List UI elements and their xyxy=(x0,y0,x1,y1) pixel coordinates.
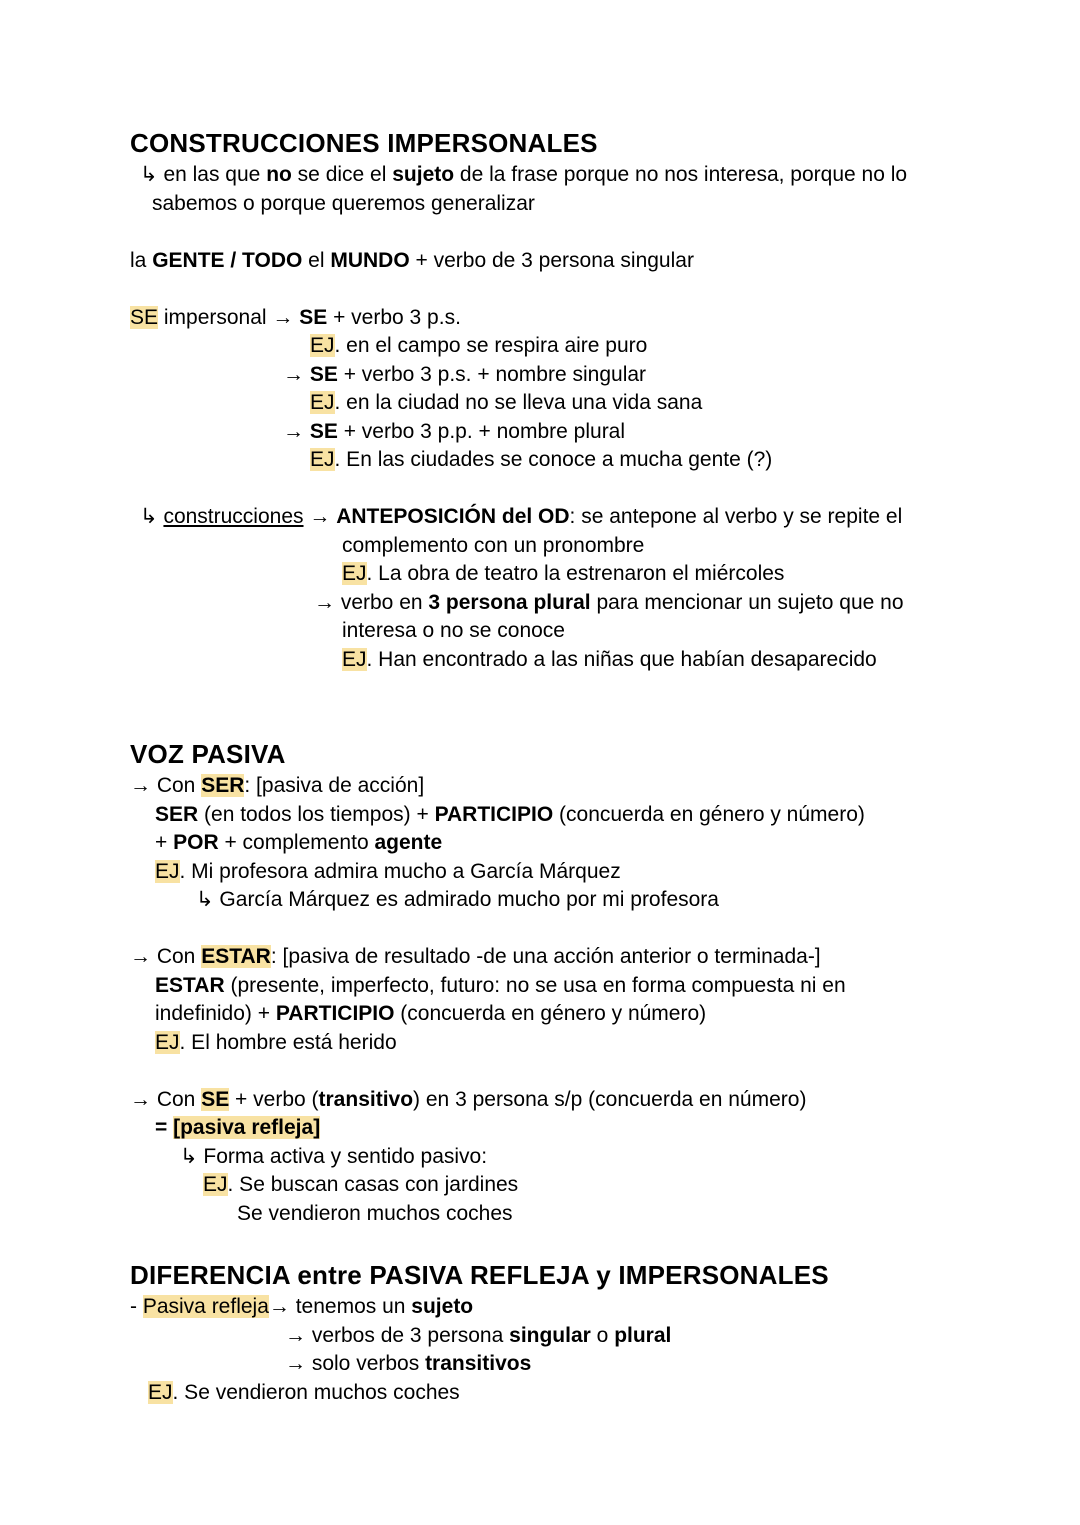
heading-construcciones-impersonales xyxy=(130,126,1020,161)
bold-run: transitivos xyxy=(425,1352,532,1375)
doc-line xyxy=(130,1114,1020,1143)
text-run: . El hombre está herido xyxy=(179,1030,397,1054)
doc-line xyxy=(130,617,1020,646)
bold-run: MUNDO xyxy=(330,248,410,272)
right-arrow-run: → solo verbos xyxy=(285,1352,426,1375)
highlight-run: EJ xyxy=(203,1173,228,1196)
text-run: . Mi profesora admira mucho a García Márquez xyxy=(179,859,621,883)
doc-line xyxy=(130,1171,1020,1200)
doc-line xyxy=(130,532,1020,561)
text-run: : se antepone al verbo y se repite el xyxy=(569,505,903,528)
bold-run: SER xyxy=(155,802,199,826)
bold-run: ANTEPOSICIÓN del OD xyxy=(336,505,570,528)
right-arrow-run: → xyxy=(303,505,337,528)
text-run: . Se buscan casas con jardines xyxy=(227,1173,519,1196)
highlight-run: [pasiva refleja] xyxy=(173,1116,321,1139)
text-run: de la frase porque no nos interesa, porque no lo xyxy=(454,163,908,186)
bold-run: no xyxy=(266,163,292,186)
heading-text: CONSTRUCCIONES IMPERSONALES xyxy=(130,128,598,158)
doc-line xyxy=(130,646,1020,675)
text-run: + verbo 3 p.p. + nombre plural xyxy=(337,419,626,443)
text-run: + verbo ( xyxy=(229,1087,319,1111)
bold-run: sujeto xyxy=(411,1295,474,1318)
doc-line xyxy=(130,858,1020,887)
text-run: : [pasiva de resultado -de una acción anterior o terminada-] xyxy=(270,945,821,968)
text-run: : [pasiva de acción] xyxy=(244,774,425,797)
elbow-arrow-run: ↳ García Márquez es admirado mucho por mi profesora xyxy=(196,888,719,911)
bold-run: ESTAR xyxy=(155,973,225,997)
right-arrow-run: → Con xyxy=(130,774,202,797)
highlight-run: EJ xyxy=(155,1030,180,1054)
highlight-run: EJ xyxy=(342,562,367,585)
doc-line xyxy=(130,772,1020,801)
text-run: ) en 3 persona s/p (concuerda en número) xyxy=(413,1087,807,1111)
text-run: interesa o no se conoce xyxy=(342,619,565,642)
heading-text: VOZ PASIVA xyxy=(130,739,286,769)
highlight-run: SE xyxy=(201,1087,230,1111)
text-run: → tenemos un xyxy=(268,1295,412,1318)
text-run: . en la ciudad no se lleva una vida sana xyxy=(334,391,703,414)
right-arrow-run: → verbos de 3 persona xyxy=(285,1323,510,1347)
doc-line xyxy=(130,1322,1020,1351)
highlight-run: SE xyxy=(130,305,159,329)
doc-line xyxy=(130,446,1020,475)
text-run: + verbo 3 p.s. xyxy=(327,305,461,329)
doc-line xyxy=(130,943,1020,972)
text-run: . Se vendieron muchos coches xyxy=(172,1380,460,1404)
text-run: + verbo 3 p.s. + nombre singular xyxy=(337,362,647,386)
text-run: (en todos los tiempos) + xyxy=(198,802,435,826)
text-run: sabemos o porque queremos generalizar xyxy=(152,191,535,215)
highlight-run: Pasiva refleja xyxy=(142,1295,269,1318)
heading-diferencia xyxy=(130,1258,1020,1293)
underline-run: construcciones xyxy=(163,505,304,528)
bold-run: SE xyxy=(309,419,338,443)
doc-line xyxy=(130,1200,1020,1229)
doc-line xyxy=(130,247,1020,276)
elbow-arrow-run: ↳ Forma activa y sentido pasivo: xyxy=(180,1144,488,1168)
doc-line xyxy=(130,1143,1020,1172)
doc-line xyxy=(130,418,1020,447)
doc-line xyxy=(130,1379,1020,1408)
doc-line xyxy=(130,161,1020,190)
doc-line xyxy=(130,801,1020,830)
text-run: complemento con un pronombre xyxy=(342,533,645,557)
doc-line xyxy=(130,560,1020,589)
text-run: en las que xyxy=(163,163,267,186)
doc-line xyxy=(130,829,1020,858)
highlight-run: ESTAR xyxy=(201,945,271,968)
right-arrow-run: → xyxy=(283,419,310,443)
doc-line xyxy=(130,503,1020,532)
bold-run: plural xyxy=(614,1323,672,1347)
doc-line xyxy=(130,1350,1020,1379)
doc-line xyxy=(130,361,1020,390)
highlight-run: EJ xyxy=(310,334,335,357)
bold-run: SE xyxy=(309,362,338,386)
text-run: (presente, imperfecto, futuro: no se usa en forma compuesta ni en xyxy=(224,973,846,997)
text-run: (concuerda en género y número) xyxy=(394,1002,707,1025)
bold-run: singular xyxy=(509,1323,591,1347)
right-arrow-run: → xyxy=(283,362,310,386)
text-run: (concuerda en género y número) xyxy=(553,802,865,826)
doc-line xyxy=(130,1086,1020,1115)
text-run: Se vendieron muchos coches xyxy=(237,1201,513,1225)
bold-run: agente xyxy=(374,831,443,854)
doc-line xyxy=(130,332,1020,361)
highlight-run: EJ xyxy=(342,647,367,671)
text-run: + xyxy=(155,831,174,854)
doc-line xyxy=(130,1000,1020,1029)
right-arrow-run: → verbo en xyxy=(314,590,429,614)
text-run: la xyxy=(130,248,153,272)
bold-run: transitivo xyxy=(318,1087,414,1111)
right-arrow-run: → Con xyxy=(130,945,202,968)
bold-run: 3 persona plural xyxy=(428,590,591,614)
bold-run: POR xyxy=(173,831,219,854)
heading-text: DIFERENCIA entre PASIVA REFLEJA y IMPERSONALES xyxy=(130,1260,829,1290)
text-run: . En las ciudades se conoce a mucha gente (?) xyxy=(334,448,773,471)
doc-line xyxy=(130,972,1020,1001)
text-run: impersonal → xyxy=(158,305,300,329)
highlight-run: SER xyxy=(201,774,245,797)
doc-line xyxy=(130,1029,1020,1058)
bold-run: PARTICIPIO xyxy=(434,802,554,826)
doc-line xyxy=(130,304,1020,333)
text-run: + verbo de 3 persona singular xyxy=(409,248,694,272)
bold-run: = xyxy=(155,1116,174,1139)
text-run: . Han encontrado a las niñas que habían desaparecido xyxy=(366,647,877,671)
bold-run: SE xyxy=(299,305,328,329)
text-run: para mencionar un sujeto que no xyxy=(590,590,904,614)
text-run: . en el campo se respira aire puro xyxy=(334,334,648,357)
highlight-run: EJ xyxy=(148,1380,173,1404)
highlight-run: EJ xyxy=(310,391,335,414)
bold-run: PARTICIPIO xyxy=(275,1002,395,1025)
doc-line xyxy=(130,886,1020,915)
doc-line xyxy=(130,389,1020,418)
highlight-run: EJ xyxy=(155,859,180,883)
text-run: . La obra de teatro la estrenaron el miércoles xyxy=(366,562,785,585)
doc-line xyxy=(130,1293,1020,1322)
right-arrow-run: → Con xyxy=(130,1087,202,1111)
doc-line xyxy=(130,589,1020,618)
text-run: + complemento xyxy=(218,831,375,854)
text-run: el xyxy=(302,248,331,272)
elbow-arrow-run: ↳ xyxy=(140,505,164,528)
text-run: - xyxy=(130,1295,143,1318)
doc-line xyxy=(130,190,1020,219)
bold-run: GENTE / TODO xyxy=(152,248,303,272)
bold-run: sujeto xyxy=(392,163,455,186)
text-run: se dice el xyxy=(291,163,393,186)
text-run: o xyxy=(590,1323,615,1347)
elbow-arrow-run: ↳ xyxy=(140,163,164,186)
text-run: indefinido) + xyxy=(155,1002,276,1025)
heading-voz-pasiva xyxy=(130,737,1020,772)
highlight-run: EJ xyxy=(310,448,335,471)
